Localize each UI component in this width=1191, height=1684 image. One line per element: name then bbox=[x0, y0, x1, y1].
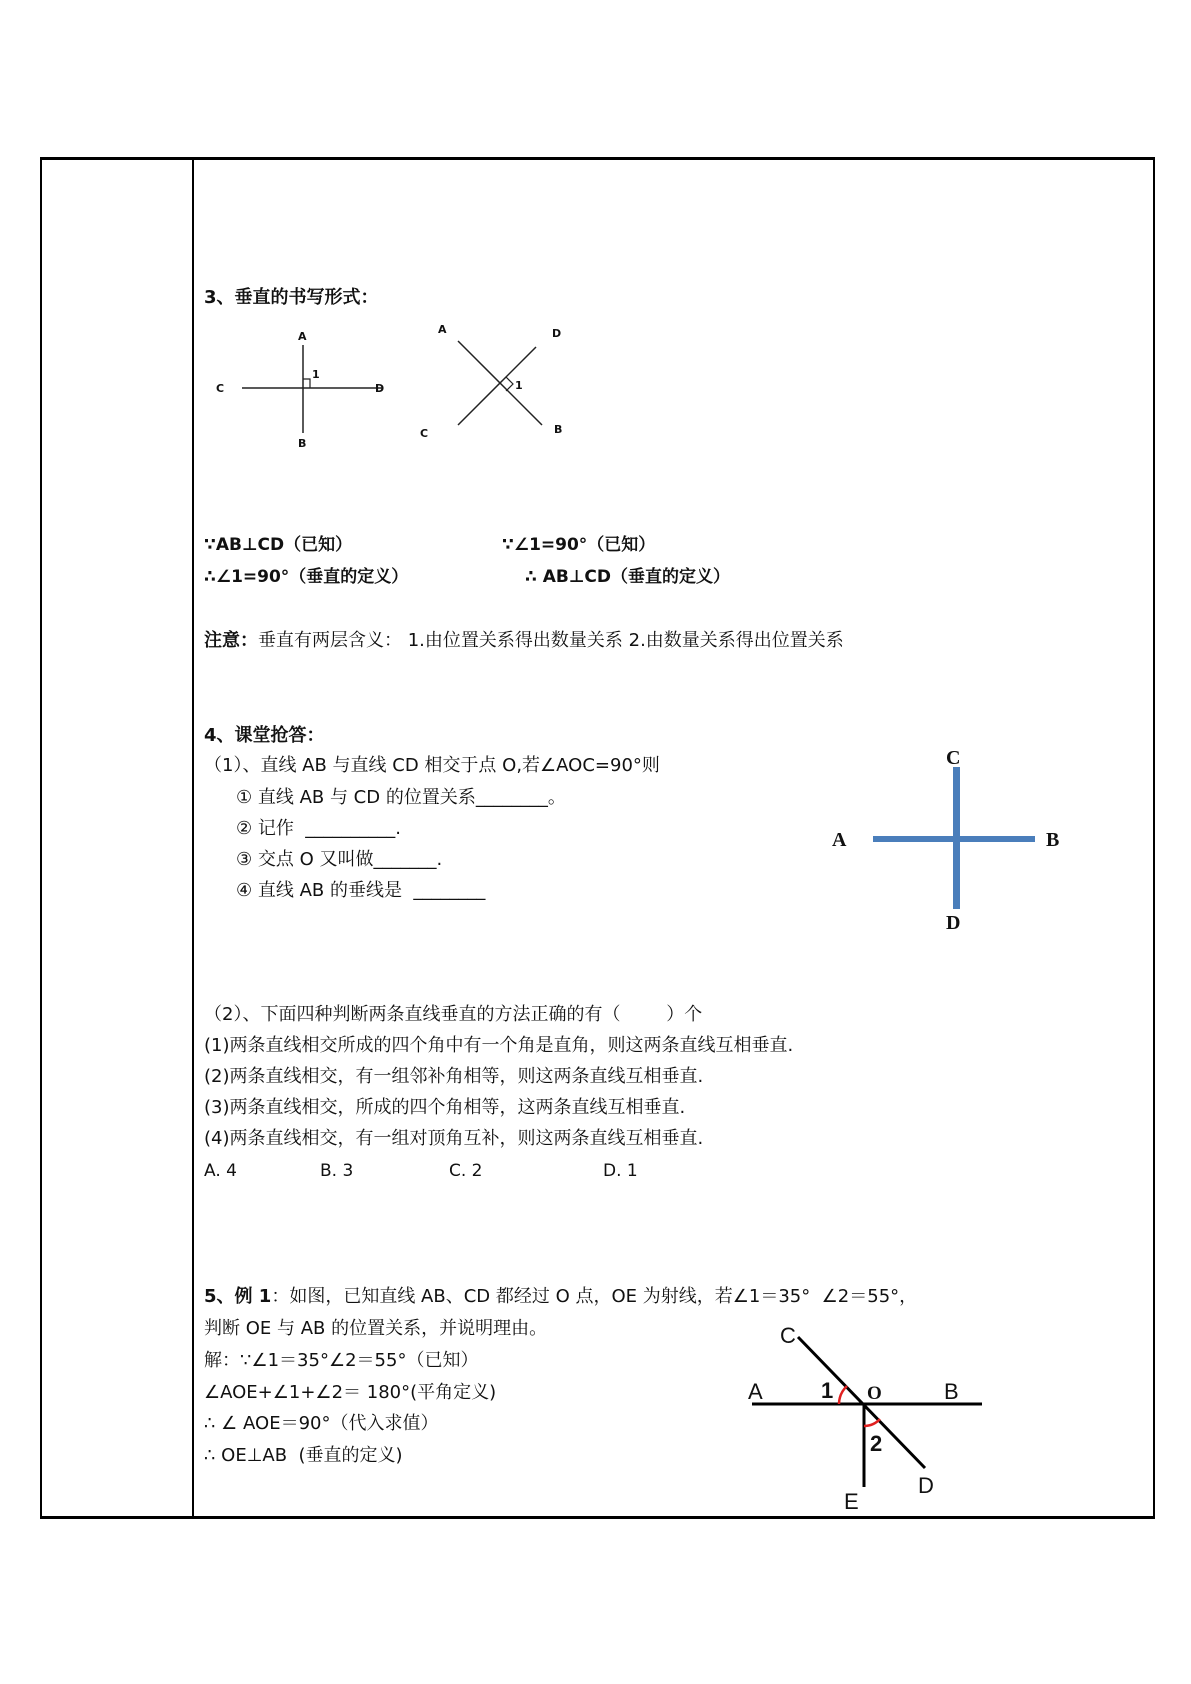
angle-2-arc bbox=[864, 1419, 880, 1426]
label-b: B bbox=[1046, 829, 1060, 851]
label-angle-1: 1 bbox=[515, 379, 523, 392]
label-a: A bbox=[832, 829, 847, 851]
label-d: D bbox=[918, 1473, 934, 1498]
angle-1-arc bbox=[839, 1386, 847, 1404]
label-b: B bbox=[944, 1379, 959, 1404]
perpendicular-figure-1 bbox=[200, 320, 400, 450]
line-cd bbox=[953, 767, 960, 909]
label-o: O bbox=[867, 1383, 882, 1404]
reasoning-left-2: ∴∠1=90°（垂直的定义） bbox=[204, 567, 409, 587]
label-e: E bbox=[844, 1489, 859, 1514]
label-c: C bbox=[780, 1323, 796, 1348]
note-text: 垂直有两层含义： 1.由位置关系得出数量关系 2.由数量关系得出位置关系 bbox=[258, 630, 844, 651]
section4-heading: 4、课堂抢答： bbox=[204, 725, 325, 746]
question-1-item-1: ① 直线 AB 与 CD 的位置关系________。 bbox=[236, 787, 566, 808]
section3-heading: 3、垂直的书写形式： bbox=[204, 287, 379, 308]
label-d: D bbox=[946, 912, 961, 934]
label-a: A bbox=[298, 330, 307, 343]
label-d: D bbox=[552, 327, 562, 340]
section5-heading-bold: 5、例 1 bbox=[204, 1286, 272, 1307]
label-angle-1: 1 bbox=[312, 368, 320, 381]
option-d: D. 1 bbox=[603, 1161, 638, 1181]
label-b: B bbox=[298, 437, 307, 450]
option-b: B. 3 bbox=[320, 1161, 354, 1181]
note-label: 注意： bbox=[204, 630, 258, 651]
reasoning-left-1: ∵AB⊥CD（已知） bbox=[204, 535, 353, 555]
note bbox=[204, 632, 844, 650]
reasoning-right-1: ∵∠1=90°（已知） bbox=[502, 535, 656, 555]
label-b: B bbox=[554, 423, 563, 436]
solution-line-2: ∠AOE+∠1+∠2＝ 180°(平角定义) bbox=[204, 1382, 497, 1403]
section5-heading bbox=[204, 1288, 917, 1306]
question-2: （2）、下面四种判断两条直线垂直的方法正确的有（ ）个 bbox=[204, 1004, 703, 1025]
label-a: A bbox=[748, 1379, 763, 1404]
question-2-item-4: (4)两条直线相交，有一组对顶角互补，则这两条直线互相垂直. bbox=[204, 1128, 704, 1149]
section5-line-2: 判断 OE 与 AB 的位置关系，并说明理由。 bbox=[204, 1318, 548, 1339]
section5-heading-rest: ：如图，已知直线 AB、CD 都经过 O 点，OE 为射线，若∠1＝35° ∠2＝55°， bbox=[271, 1286, 918, 1307]
right-angle-mark bbox=[303, 379, 310, 388]
question-2-item-2: (2)两条直线相交，有一组邻补角相等，则这两条直线互相垂直. bbox=[204, 1066, 704, 1087]
line-cd bbox=[458, 347, 536, 425]
reasoning-right-2: ∴ AB⊥CD（垂直的定义） bbox=[525, 567, 730, 587]
label-angle-2: 2 bbox=[870, 1431, 883, 1456]
question-1: （1）、直线 AB 与直线 CD 相交于点 O,若∠AOC=90°则 bbox=[204, 755, 660, 776]
label-d: D bbox=[375, 382, 385, 395]
perpendicular-figure-2 bbox=[410, 315, 580, 445]
right-angle-mark bbox=[506, 377, 513, 391]
option-a: A. 4 bbox=[204, 1161, 237, 1181]
option-c: C. 2 bbox=[449, 1161, 483, 1181]
label-c: C bbox=[420, 427, 429, 440]
cross-figure bbox=[830, 747, 1080, 934]
solution-line-4: ∴ OE⊥AB (垂直的定义) bbox=[204, 1445, 403, 1466]
question-1-item-4: ④ 直线 AB 的垂线是 ________ bbox=[236, 880, 486, 901]
question-2-item-3: (3)两条直线相交，所成的四个角相等，这两条直线互相垂直. bbox=[204, 1097, 686, 1118]
label-c: C bbox=[946, 747, 961, 769]
label-angle-1: 1 bbox=[821, 1378, 834, 1403]
example-figure bbox=[740, 1325, 1000, 1515]
column-divider bbox=[192, 157, 194, 1519]
solution-line-3: ∴ ∠ AOE＝90°（代入求值） bbox=[204, 1413, 439, 1434]
label-c: C bbox=[216, 382, 225, 395]
label-a: A bbox=[438, 323, 447, 336]
question-2-item-1: (1)两条直线相交所成的四个角中有一个角是直角，则这两条直线互相垂直. bbox=[204, 1035, 794, 1056]
question-1-item-2: ② 记作 __________. bbox=[236, 818, 402, 839]
solution-line-1: 解：∵∠1＝35°∠2＝55°（已知） bbox=[204, 1350, 479, 1371]
question-1-item-3: ③ 交点 O 又叫做_______. bbox=[236, 849, 443, 870]
